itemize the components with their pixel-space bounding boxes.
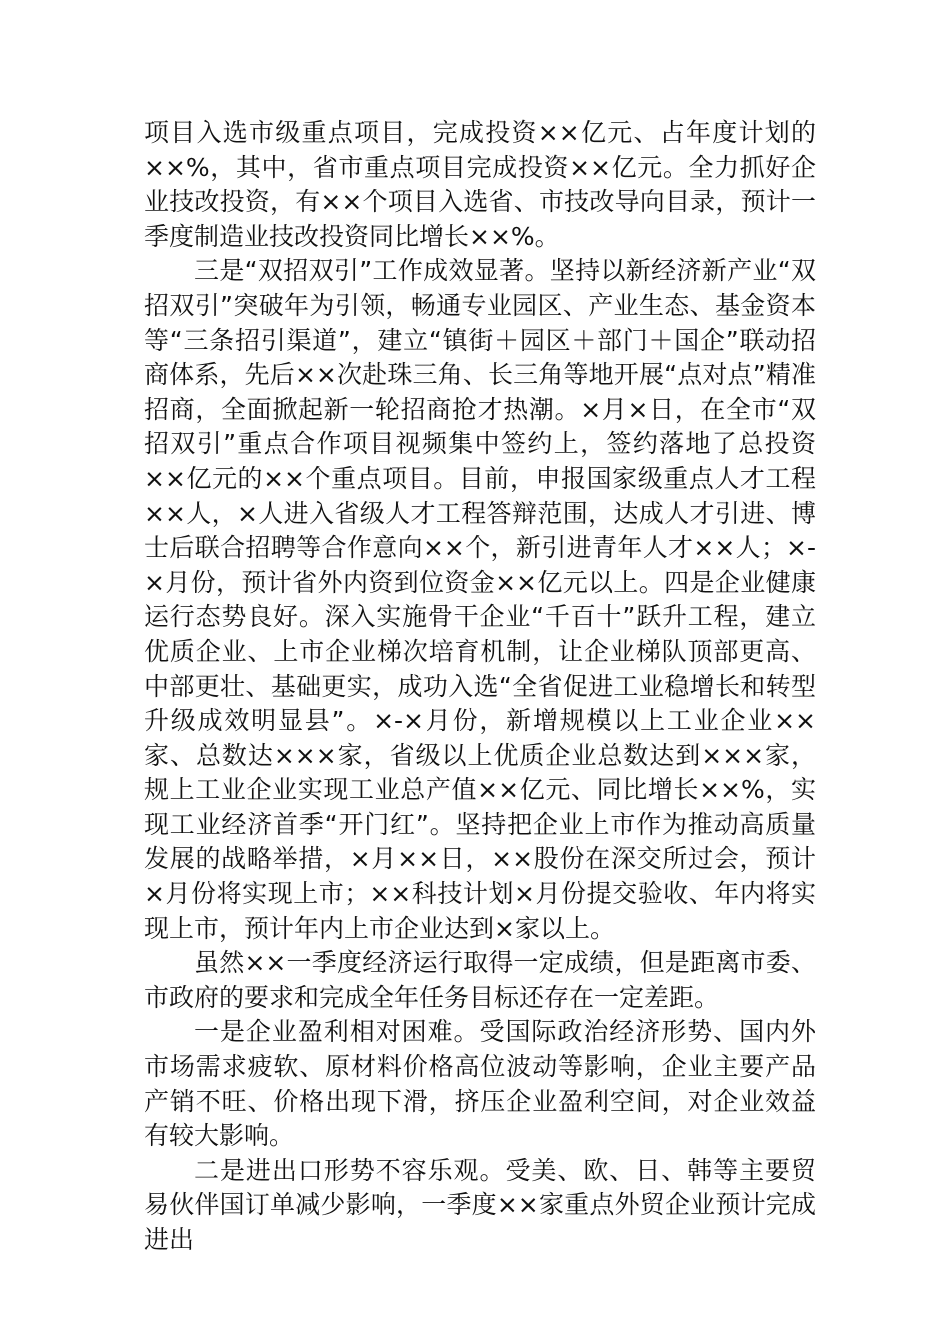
paragraph-1: 项目入选市级重点项目，完成投资××亿元、占年度计划的××%，其中，省市重点项目完成投资××亿元。全力抓好企业技改投资，有××个项目入选省、市技改导向目录，预计一季度制造业技改投资同比增长××%。 — [144, 118, 816, 251]
paragraph-5: 二是进出口形势不容乐观。受美、欧、日、韩等主要贸易伙伴国订单减少影响，一季度××家重点外贸企业预计完成进出 — [144, 1155, 816, 1254]
document-body — [144, 116, 816, 1258]
paragraph-2: 三是“双招双引”工作成效显著。坚持以新经济新产业“双招双引”突破年为引领，畅通专业园区、产业生态、基金资本等“三条招引渠道”，建立“镇街＋园区＋部门＋国企”联动招商体系，先后××次赴珠三角、长三角等地开展“点对点”精准招商，全面掀起新一轮招商抢才热潮。×月×日，在全市“双招双引”重点合作项目视频集中签约上，签约落地了总投资××亿元的××个重点项目。目前，申报国家级重点人才工程××人，×人进入省级人才工程答辩范围，达成人才引进、博士后联合招聘等合作意向××个，新引进青年人才××人；×-×月份，预计省外内资到位资金××亿元以上。四是企业健康运行态势良好。深入实施骨干企业“千百十”跃升工程，建立优质企业、上市企业梯次培育机制，让企业梯队顶部更高、中部更壮、基础更实，成功入选“全省促进工业稳增长和转型升级成效明显县”。×-×月份，新增规模以上工业企业××家、总数达×××家，省级以上优质企业总数达到×××家，规上工业企业实现工业总产值××亿元、同比增长××%，实现工业经济首季“开门红”。坚持把企业上市作为推动高质量发展的战略举措，×月××日，××股份在深交所过会，预计×月份将实现上市；××科技计划×月份提交验收、年内将实现上市，预计年内上市企业达到×家以上。 — [144, 256, 816, 943]
paragraph-4: 一是企业盈利相对困难。受国际政治经济形势、国内外市场需求疲软、原材料价格高位波动等影响，企业主要产品产销不旺、价格出现下滑，挤压企业盈利空间，对企业效益有较大影响。 — [144, 1017, 816, 1151]
paragraph-3: 虽然××一季度经济运行取得一定成绩，但是距离市委、市政府的要求和完成全年任务目标还存在一定差距。 — [144, 948, 816, 1012]
